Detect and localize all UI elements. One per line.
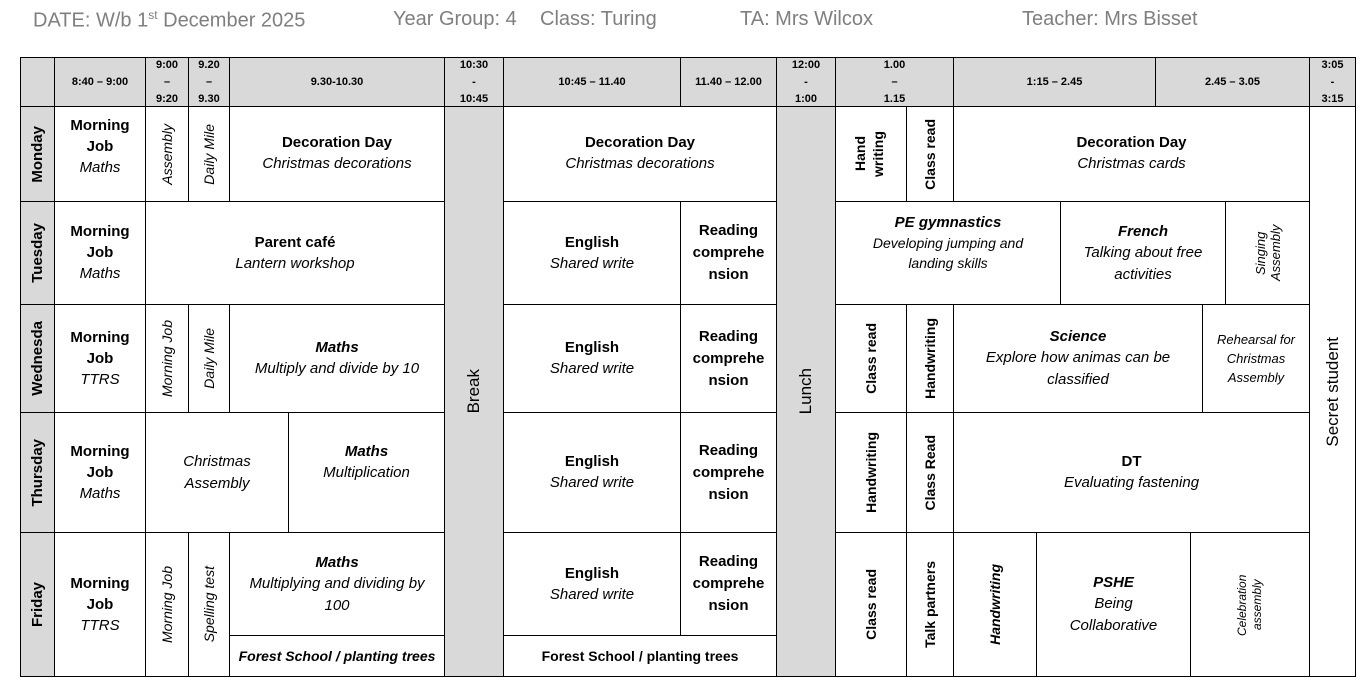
friday-morning-job-label: Morning Job	[159, 565, 175, 644]
day-monday-label: Monday	[29, 125, 46, 183]
friday-pshe-sub: Being Collaborative	[1069, 595, 1158, 634]
time-slot-6: 10:45 – 11.40	[503, 57, 681, 107]
friday-pshe	[1036, 532, 1191, 677]
wednesday-english-sub: Shared write	[549, 360, 635, 377]
tuesday-english-title: English	[564, 233, 620, 251]
friday-reading-label: Reading comprehe nsion	[692, 553, 765, 614]
monday-decoration-3	[953, 106, 1310, 202]
header-class: Class: Turing	[540, 8, 657, 30]
monday-morning-job	[54, 106, 146, 202]
wednesday-morning-job-label: Morning Job	[159, 319, 175, 398]
friday-forest-school-1	[229, 635, 445, 677]
monday-decoration-3-sub: Christmas cards	[1077, 155, 1186, 172]
friday-celebration-label: Celebration assembly	[1235, 573, 1264, 636]
header-date	[33, 8, 305, 33]
friday-morning-job-title: Morning Job	[70, 574, 130, 613]
friday-maths-sub: Multiplying and dividing by 100	[249, 574, 425, 614]
friday-morning-job-2	[145, 532, 189, 677]
wednesday-maths-title: Maths	[315, 339, 359, 356]
time-slot-1: 8:40 – 9:00	[54, 57, 146, 107]
tuesday-parent-cafe-sub: Lantern workshop	[235, 254, 355, 272]
tuesday-morning-job-sub: Maths	[79, 265, 121, 282]
tuesday-parent-cafe	[145, 201, 445, 305]
wednesday-maths	[229, 304, 445, 413]
time-slot-8-sep: -	[804, 75, 808, 88]
time-slot-12-start: 3:05	[1321, 58, 1344, 71]
thursday-morning-job-title: Morning Job	[70, 442, 130, 481]
time-slot-11: 2.45 – 3.05	[1155, 57, 1310, 107]
time-slot-2-end: 9:20	[155, 92, 179, 105]
wednesday-reading	[680, 304, 777, 413]
monday-decoration-1	[229, 106, 445, 202]
date-sup: st	[148, 8, 158, 22]
thursday-handwriting-label: Handwriting	[863, 432, 879, 513]
time-slot-9-start: 1.00	[883, 58, 906, 71]
day-friday-label: Friday	[29, 581, 46, 627]
wednesday-science	[953, 304, 1203, 413]
time-slot-5-end: 10:45	[459, 92, 489, 105]
thursday-english	[503, 412, 681, 533]
thursday-english-sub: Shared write	[549, 474, 635, 491]
thursday-handwriting	[835, 412, 907, 533]
time-slot-12	[1309, 57, 1356, 107]
monday-morning-job-sub: Maths	[79, 159, 121, 176]
tuesday-english	[503, 201, 681, 305]
secret-student-column	[1309, 106, 1356, 677]
thursday-christmas-assembly	[145, 412, 289, 533]
friday-spelling-test-label: Spelling test	[201, 566, 217, 643]
tuesday-pe	[835, 201, 1061, 305]
monday-assembly-label: Assembly	[159, 123, 175, 185]
time-slot-2-sep: –	[163, 75, 171, 88]
friday-class-read-label: Class read	[863, 569, 879, 640]
time-slot-2	[145, 57, 189, 107]
time-slot-2-start: 9:00	[155, 58, 179, 71]
wednesday-morning-job	[54, 304, 146, 413]
tuesday-singing	[1225, 201, 1310, 305]
day-tuesday	[20, 201, 55, 305]
friday-spelling-test	[188, 532, 230, 677]
thursday-maths-title: Maths	[344, 443, 389, 460]
monday-assembly	[145, 106, 189, 202]
day-thursday	[20, 412, 55, 533]
monday-morning-job-title: Morning Job	[70, 117, 130, 155]
time-slot-5-start: 10:30	[459, 58, 489, 71]
wednesday-english-title: English	[564, 339, 620, 356]
tuesday-parent-cafe-title: Parent café	[254, 233, 336, 251]
monday-daily-mile-label: Daily Mile	[201, 123, 217, 185]
friday-celebration	[1190, 532, 1310, 677]
friday-forest-school-2-label: Forest School / planting trees	[541, 647, 739, 664]
header-year-group: Year Group: 4	[393, 8, 517, 30]
break-label: Break	[464, 369, 483, 414]
friday-maths-title: Maths	[315, 553, 359, 571]
friday-handwriting	[953, 532, 1037, 677]
date-suffix: December 2025	[157, 9, 306, 32]
wednesday-rehearsal-label: Rehearsal for Christmas Assembly	[1216, 332, 1296, 385]
wednesday-daily-mile-label: Daily Mile	[201, 328, 217, 389]
friday-english	[503, 532, 681, 636]
tuesday-pe-sub: Developing jumping and landing skills	[872, 235, 1024, 271]
friday-morning-job	[54, 532, 146, 677]
monday-class-read	[906, 106, 954, 202]
friday-morning-job-sub: TTRS	[80, 616, 120, 634]
time-slot-3	[188, 57, 230, 107]
tuesday-singing-label: Singing Assembly	[1252, 224, 1283, 282]
date-prefix: DATE: W/b 1	[33, 9, 149, 32]
time-slot-12-end: 3:15	[1321, 92, 1344, 105]
tuesday-french-title: French	[1117, 222, 1168, 240]
wednesday-rehearsal	[1202, 304, 1310, 413]
time-slot-7: 11.40 – 12.00	[680, 57, 777, 107]
friday-english-title: English	[564, 564, 620, 582]
monday-decoration-2-title: Decoration Day	[584, 134, 696, 151]
day-monday	[20, 106, 55, 202]
tuesday-reading-label: Reading comprehe nsion	[692, 222, 765, 283]
time-slot-8-end: 1:00	[794, 92, 818, 105]
time-slot-3-sep: –	[205, 75, 213, 88]
monday-decoration-2-sub: Christmas decorations	[565, 155, 715, 172]
friday-reading	[680, 532, 777, 636]
monday-decoration-1-sub: Christmas decorations	[262, 155, 412, 172]
wednesday-morning-job-2	[145, 304, 189, 413]
friday-forest-school-1-label: Forest School / planting trees	[238, 648, 436, 664]
wednesday-science-title: Science	[1049, 328, 1107, 345]
thursday-morning-job-sub: Maths	[79, 484, 121, 502]
tuesday-english-sub: Shared write	[549, 254, 635, 272]
day-wednesday	[20, 304, 55, 413]
secret-student-label: Secret student	[1322, 336, 1342, 447]
friday-talk-partners-label: Talk partners	[922, 561, 938, 648]
thursday-reading	[680, 412, 777, 533]
time-slot-3-start: 9.20	[198, 58, 220, 71]
header-ta: TA: Mrs Wilcox	[740, 8, 873, 30]
thursday-reading-label: Reading comprehe nsion	[692, 441, 765, 503]
monday-handwriting	[835, 106, 907, 202]
friday-maths	[229, 532, 445, 636]
wednesday-reading-label: Reading comprehe nsion	[692, 327, 765, 389]
time-slot-9-end: 1.15	[883, 92, 906, 105]
day-thursday-label: Thursday	[29, 438, 46, 507]
friday-talk-partners	[906, 532, 954, 677]
wednesday-english	[503, 304, 681, 413]
time-slot-8	[776, 57, 836, 107]
time-slot-9	[835, 57, 954, 107]
friday-class-read	[835, 532, 907, 677]
tuesday-pe-title: PE gymnastics	[894, 214, 1002, 231]
friday-english-sub: Shared write	[549, 585, 635, 603]
wednesday-handwriting	[906, 304, 954, 413]
monday-decoration-2	[503, 106, 777, 202]
wednesday-morning-job-title: Morning Job	[70, 328, 130, 367]
time-slot-5	[444, 57, 504, 107]
wednesday-morning-job-sub: TTRS	[80, 370, 120, 388]
time-slot-12-sep: -	[1330, 75, 1335, 88]
wednesday-class-read-label: Class read	[863, 323, 879, 394]
lunch-column	[776, 106, 836, 677]
friday-forest-school-2	[503, 635, 777, 677]
lunch-label: Lunch	[796, 368, 815, 415]
friday-pshe-title: PSHE	[1093, 574, 1134, 591]
corner-cell	[20, 57, 55, 107]
break-column	[444, 106, 504, 677]
wednesday-maths-sub: Multiply and divide by 10	[254, 360, 420, 377]
friday-handwriting-label: Handwriting	[987, 564, 1003, 645]
tuesday-french	[1060, 201, 1226, 305]
thursday-maths-sub: Multiplication	[323, 464, 410, 481]
tuesday-reading	[680, 201, 777, 305]
thursday-christmas-assembly-label: Christmas Assembly	[183, 452, 251, 492]
monday-handwriting-label: Hand writing	[852, 131, 886, 177]
time-slot-9-sep: –	[891, 75, 898, 88]
wednesday-science-sub: Explore how animas can be classified	[985, 349, 1171, 388]
header-teacher: Teacher: Mrs Bisset	[1022, 8, 1198, 30]
monday-class-read-label: Class read	[922, 118, 938, 190]
thursday-dt	[953, 412, 1310, 533]
day-wednesday-label: Wednesda	[29, 321, 46, 396]
thursday-english-title: English	[564, 453, 620, 470]
day-tuesday-label: Tuesday	[29, 223, 46, 283]
thursday-class-read-label: Class Read	[922, 434, 938, 511]
time-slot-5-sep: -	[472, 75, 476, 88]
thursday-morning-job	[54, 412, 146, 533]
thursday-class-read	[906, 412, 954, 533]
time-slot-8-start: 12:00	[791, 58, 821, 71]
tuesday-morning-job-title: Morning Job	[70, 223, 130, 261]
monday-daily-mile	[188, 106, 230, 202]
tuesday-french-sub: Talking about free activities	[1083, 243, 1203, 283]
time-slot-3-end: 9.30	[198, 92, 220, 105]
thursday-maths	[288, 412, 445, 533]
time-slot-10: 1:15 – 2.45	[953, 57, 1156, 107]
wednesday-class-read	[835, 304, 907, 413]
time-slot-4: 9.30-10.30	[229, 57, 445, 107]
monday-decoration-1-title: Decoration Day	[281, 134, 393, 151]
wednesday-daily-mile	[188, 304, 230, 413]
tuesday-morning-job	[54, 201, 146, 305]
wednesday-handwriting-label: Handwriting	[922, 318, 938, 399]
day-friday	[20, 532, 55, 677]
thursday-dt-sub: Evaluating fastening	[1063, 474, 1200, 491]
monday-decoration-3-title: Decoration Day	[1076, 134, 1187, 151]
thursday-dt-title: DT	[1121, 453, 1142, 470]
